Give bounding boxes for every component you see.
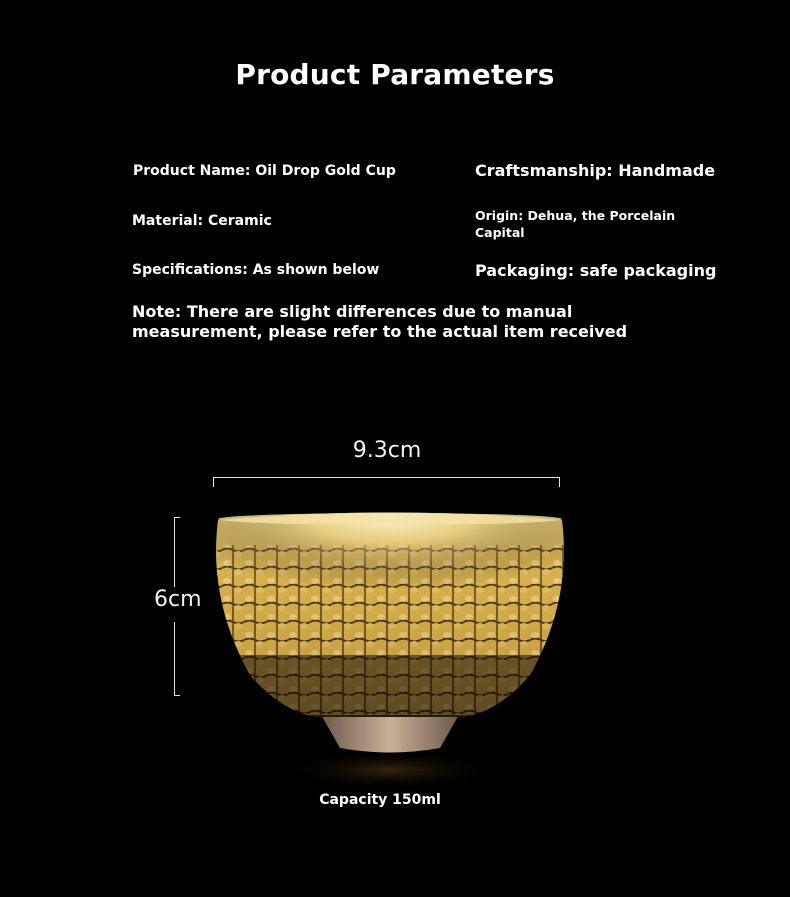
param-material: Material: Ceramic: [132, 213, 272, 229]
width-dimension-bracket: [213, 477, 560, 487]
param-craftsmanship: Craftsmanship: Handmade: [475, 161, 716, 180]
measurement-note: Note: There are slight differences due to manual measurement, please refer to the actual item received: [132, 302, 628, 341]
height-dimension-bracket-top: [174, 517, 180, 587]
width-dimension-label: 9.3cm: [352, 438, 422, 463]
height-dimension-bracket-bottom: [174, 622, 180, 696]
param-product-name: Product Name: Oil Drop Gold Cup: [133, 163, 396, 179]
param-origin: Origin: Dehua, the Porcelain Capital: [475, 208, 676, 240]
page-title: Product Parameters: [235, 58, 555, 91]
param-packaging: Packaging: safe packaging: [475, 261, 717, 280]
param-specifications: Specifications: As shown below: [132, 262, 380, 278]
cup-image: [200, 505, 580, 795]
capacity-label: Capacity 150ml: [319, 792, 441, 808]
height-dimension-label: 6cm: [154, 587, 202, 612]
